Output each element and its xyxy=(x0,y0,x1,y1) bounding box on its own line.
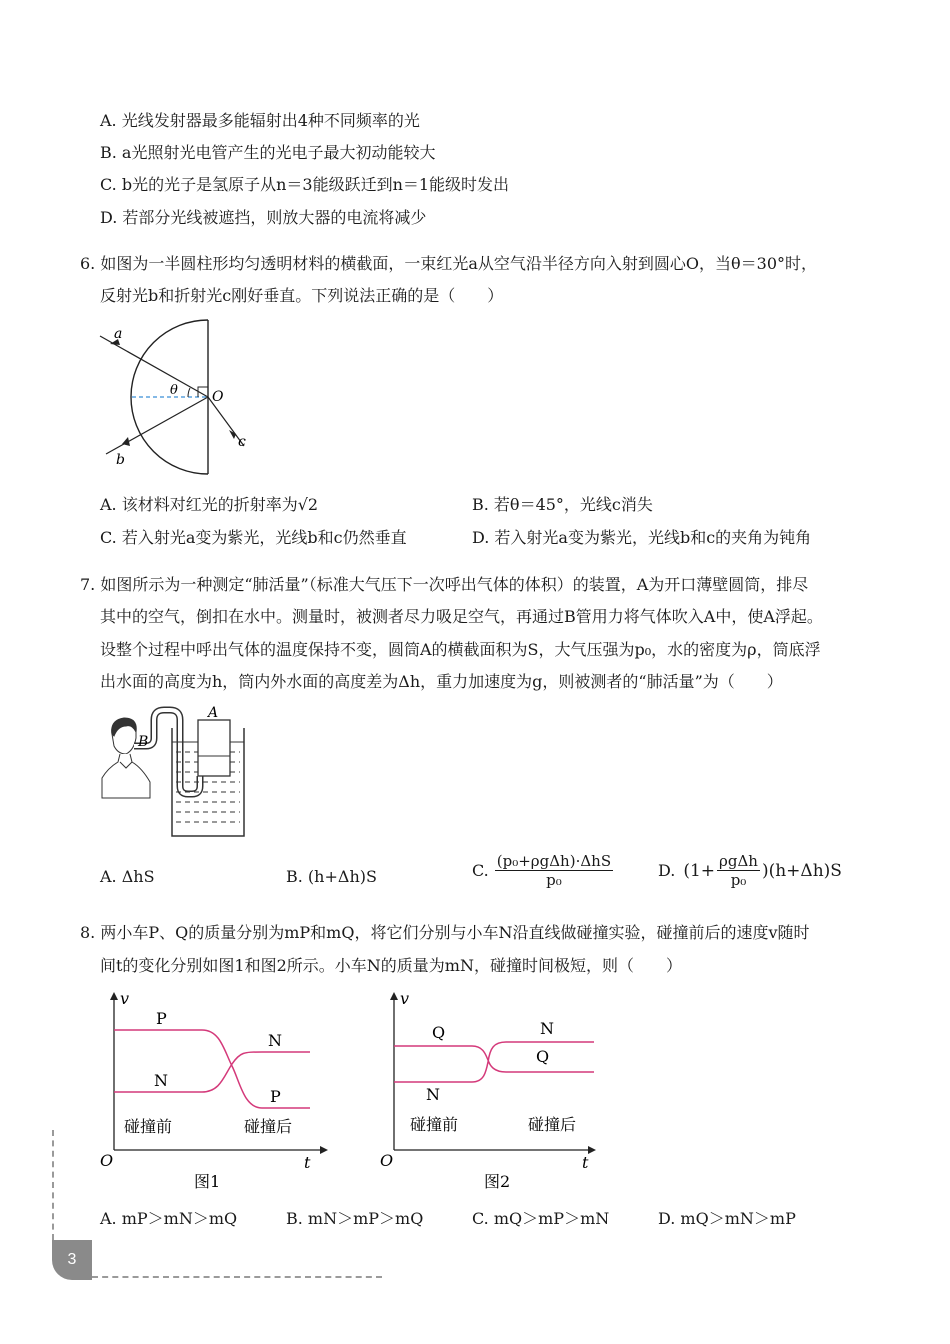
q7-option-c-numerator: (p₀+ρgΔh)·ΔhS xyxy=(496,852,612,870)
q7-label-a: A xyxy=(208,705,219,721)
fig1-caption: 图1 xyxy=(194,1172,221,1191)
fig2-origin: O xyxy=(380,1151,394,1170)
fig1-y-axis: v xyxy=(120,990,130,1008)
q7-stem-line2: 其中的空气，倒扣在水中。测量时，被测者尽力吸足空气，再通过B管用力将气体吹入A中，使A浮起。 xyxy=(100,607,823,626)
fig1-label-lower-before: N xyxy=(154,1071,168,1090)
fig1-origin: O xyxy=(100,1151,114,1170)
fig1-label-lower-after: P xyxy=(270,1087,281,1106)
fig2-label-lower-after: Q xyxy=(536,1047,550,1066)
q5-option-a: A. 光线发射器最多能辐射出4种不同频率的光 xyxy=(100,111,420,130)
fig2-after: 碰撞后 xyxy=(528,1115,577,1134)
q6-option-a: A. 该材料对红光的折射率为√2 xyxy=(100,495,319,514)
page-dashed-border-vertical xyxy=(52,1130,54,1240)
q6-figure xyxy=(96,318,256,478)
q6-label-b: b xyxy=(116,452,125,468)
q7-option-a: A. ΔhS xyxy=(100,867,155,886)
q7-option-d-open: (1+ xyxy=(683,860,716,881)
q8-option-a: A. mP＞mN＞mQ xyxy=(100,1209,238,1228)
fig2-label-upper-after: N xyxy=(540,1019,554,1038)
q5-option-c: C. b光的光子是氢原子从n＝3能级跃迁到n＝1能级时发出 xyxy=(100,175,510,194)
q8-stem-line1: 8. 两小车P、Q的质量分别为mP和mQ，将它们分别与小车N沿直线做碰撞实验，碰撞前后的速度v随时 xyxy=(80,923,810,942)
q6-label-o: O xyxy=(212,389,224,405)
page-number: 3 xyxy=(52,1240,92,1280)
q7-option-c-prefix: C. xyxy=(472,861,489,880)
q8-stem-line2: 间t的变化分别如图1和图2所示。小车N的质量为mN，碰撞时间极短，则（ ） xyxy=(100,956,682,975)
fig1-after: 碰撞后 xyxy=(244,1117,293,1136)
q7-figure xyxy=(98,702,258,840)
fig1-label-upper-before: P xyxy=(156,1009,167,1028)
q8-figure-1 xyxy=(92,990,332,1200)
q6-option-b: B. 若θ＝45°，光线c消失 xyxy=(472,495,653,514)
q6-option-d: D. 若入射光a变为紫光，光线b和c的夹角为钝角 xyxy=(472,528,812,547)
fig2-caption: 图2 xyxy=(484,1172,511,1191)
fig2-x-axis: t xyxy=(582,1153,589,1172)
q8-figure-2 xyxy=(372,990,612,1200)
q7-label-b: B xyxy=(138,734,149,750)
q7-stem-line3: 设整个过程中呼出气体的温度保持不变，圆筒A的横截面积为S，大气压强为p₀，水的密度为ρ，筒底浮 xyxy=(100,640,821,659)
q7-stem-line1: 7. 如图所示为一种测定“肺活量”（标准大气压下一次呼出气体的体积）的装置，A为开口薄壁圆筒，排尽 xyxy=(80,575,809,594)
q7-option-d-close: )(h+Δh)S xyxy=(761,860,842,881)
q7-option-c xyxy=(472,852,613,889)
q7-option-d-prefix: D. xyxy=(658,861,676,880)
fig2-before: 碰撞前 xyxy=(410,1115,459,1134)
q7-stem-line4: 出水面的高度为h，筒内外水面的高度差为Δh，重力加速度为g，则被测者的“肺活量”为（ ） xyxy=(100,672,783,691)
q8-option-c: C. mQ＞mP＞mN xyxy=(472,1209,610,1228)
fig1-before: 碰撞前 xyxy=(124,1117,173,1136)
fig2-label-lower-before: N xyxy=(426,1085,440,1104)
q5-option-b: B. a光照射光电管产生的光电子最大初动能较大 xyxy=(100,143,436,162)
q8-option-b: B. mN＞mP＞mQ xyxy=(286,1209,424,1228)
q6-stem-line1: 6. 如图为一半圆柱形均匀透明材料的横截面，一束红光a从空气沿半径方向入射到圆心O，当θ＝30°时， xyxy=(80,254,818,273)
q6-stem-line2: 反射光b和折射光c刚好垂直。下列说法正确的是（ ） xyxy=(100,286,504,305)
q7-option-d xyxy=(658,852,842,889)
q7-option-b: B. (h+Δh)S xyxy=(286,867,377,886)
q7-option-d-denominator: p₀ xyxy=(730,871,747,889)
q8-option-d: D. mQ＞mN＞mP xyxy=(658,1209,796,1228)
fig1-x-axis: t xyxy=(304,1153,311,1172)
fig1-label-upper-after: N xyxy=(268,1031,282,1050)
page-dashed-border-horizontal xyxy=(92,1276,382,1278)
q6-label-theta: θ xyxy=(170,383,178,398)
q7-option-c-denominator: p₀ xyxy=(546,871,562,889)
q6-label-a: a xyxy=(114,326,123,342)
q7-option-d-fraction xyxy=(717,852,760,889)
person-illustration xyxy=(102,718,150,798)
q5-option-d: D. 若部分光线被遮挡，则放大器的电流将减少 xyxy=(100,208,427,227)
q6-label-c: c xyxy=(238,434,246,450)
q6-option-c: C. 若入射光a变为紫光，光线b和c仍然垂直 xyxy=(100,528,407,547)
q7-option-c-fraction xyxy=(495,852,613,889)
q7-option-d-numerator: ρgΔh xyxy=(719,852,758,870)
fig2-y-axis: v xyxy=(400,990,410,1008)
fig2-label-upper-before: Q xyxy=(432,1023,446,1042)
